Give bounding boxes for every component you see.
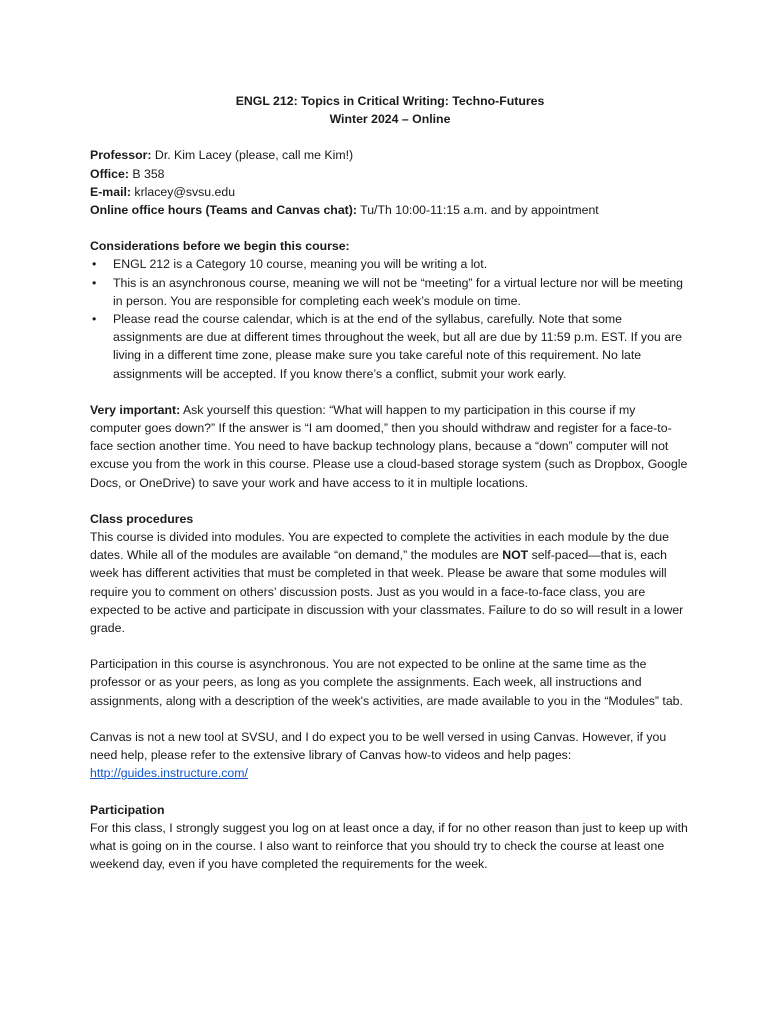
participation-paragraph: For this class, I strongly suggest you log on at least once a day, if for no other reason than just to keep up with what is going on in the course. I also want to reinforce that you should try to check the course at least one weekend day, even if you have completed the requirements for the week. [90, 820, 688, 872]
important-text: Ask yourself this question: “What will happen to my participation in this course if my computer goes down?” If the answer is “I am doomed,” then you should withdraw and register for a face-to-face section another time. You need to have backup technology plans, because a “down” computer will not excuse you from the work in this course. Please use a cloud-based storage system (such as Dropbox, Google Docs, or OneDrive) to save your work and have access to it in multiple locations. [90, 402, 688, 490]
office-label: Office: [90, 166, 129, 181]
professor-line [90, 146, 690, 164]
participation-heading: Participation [90, 802, 165, 817]
syllabus-content [90, 92, 690, 873]
office-hours-value: Tu/Th 10:00-11:15 a.m. and by appointment [356, 203, 599, 218]
guides-link[interactable]: http://guides.instructure.com/ [90, 766, 248, 781]
important-paragraph [90, 401, 690, 492]
guides-link-line [90, 764, 690, 782]
professor-label: Professor: [90, 148, 152, 163]
list-item: • Please read the course calendar, which is at the end of the syllabus, carefully. Note that some assignments are due at different times throughout the week, but all are due by 11:59 p.m. EST. If you are living in a different time zone, please make sure you take careful note of this requirement. No late assignments will be accepted. If you know there’s a conflict, submit your work early. [90, 310, 690, 383]
list-item: • ENGL 212 is a Category 10 course, meaning you will be writing a lot. [90, 255, 690, 273]
class-procedures-heading: Class procedures [90, 511, 194, 526]
course-term: Winter 2024 – Online [329, 112, 451, 127]
professor-value: Dr. Kim Lacey (please, call me Kim!) [151, 148, 354, 163]
email-value: krlacey@svsu.edu [131, 184, 236, 199]
course-title: ENGL 212: Topics in Critical Writing: Techno-Futures [235, 94, 545, 108]
considerations-list [90, 255, 690, 382]
office-hours-label: Online office hours (Teams and Canvas chat): [90, 203, 357, 218]
procedures-emphasis: NOT [502, 548, 529, 563]
email-line [90, 183, 690, 201]
office-line [90, 165, 690, 183]
office-value: B 358 [128, 166, 165, 181]
procedures-paragraph-2: Participation in this course is asynchronous. You are not expected to be online at the same time as the professor or as your peers, as long as you complete the assignments. Each week, all instructions and assignments, along with a description of the week's activities, are made available to you in the “Modules” tab. [90, 657, 683, 708]
considerations-heading: Considerations before we begin this course: [90, 239, 350, 254]
email-label: E-mail: [90, 184, 131, 199]
important-label: Very important: [90, 402, 181, 417]
procedures-text-b: self-paced—that is, each week has different activities that must be completed in that week. Please be aware that some modules will require you to comment on others’ discussion posts. Just as you would in a face-to-face class, you are expected to be active and participate in discussion with your classmates. Failure to do so will result in a lower grade. [90, 548, 684, 636]
office-hours-line [90, 201, 690, 219]
procedures-paragraph-1 [90, 528, 690, 637]
procedures-text-a: This course is divided into modules. You are expected to complete the activities in each module by the due dates. While all of the modules are available “on demand,” the modules are [90, 530, 669, 563]
list-item: • This is an asynchronous course, meaning we will not be “meeting” for a virtual lecture nor will be meeting in person. You are responsible for completing each week’s module on time. [90, 274, 690, 310]
procedures-paragraph-3: Canvas is not a new tool at SVSU, and I do expect you to be well versed in using Canvas. However, if you need help, please refer to the extensive library of Canvas how-to videos and help pages: [90, 729, 667, 763]
